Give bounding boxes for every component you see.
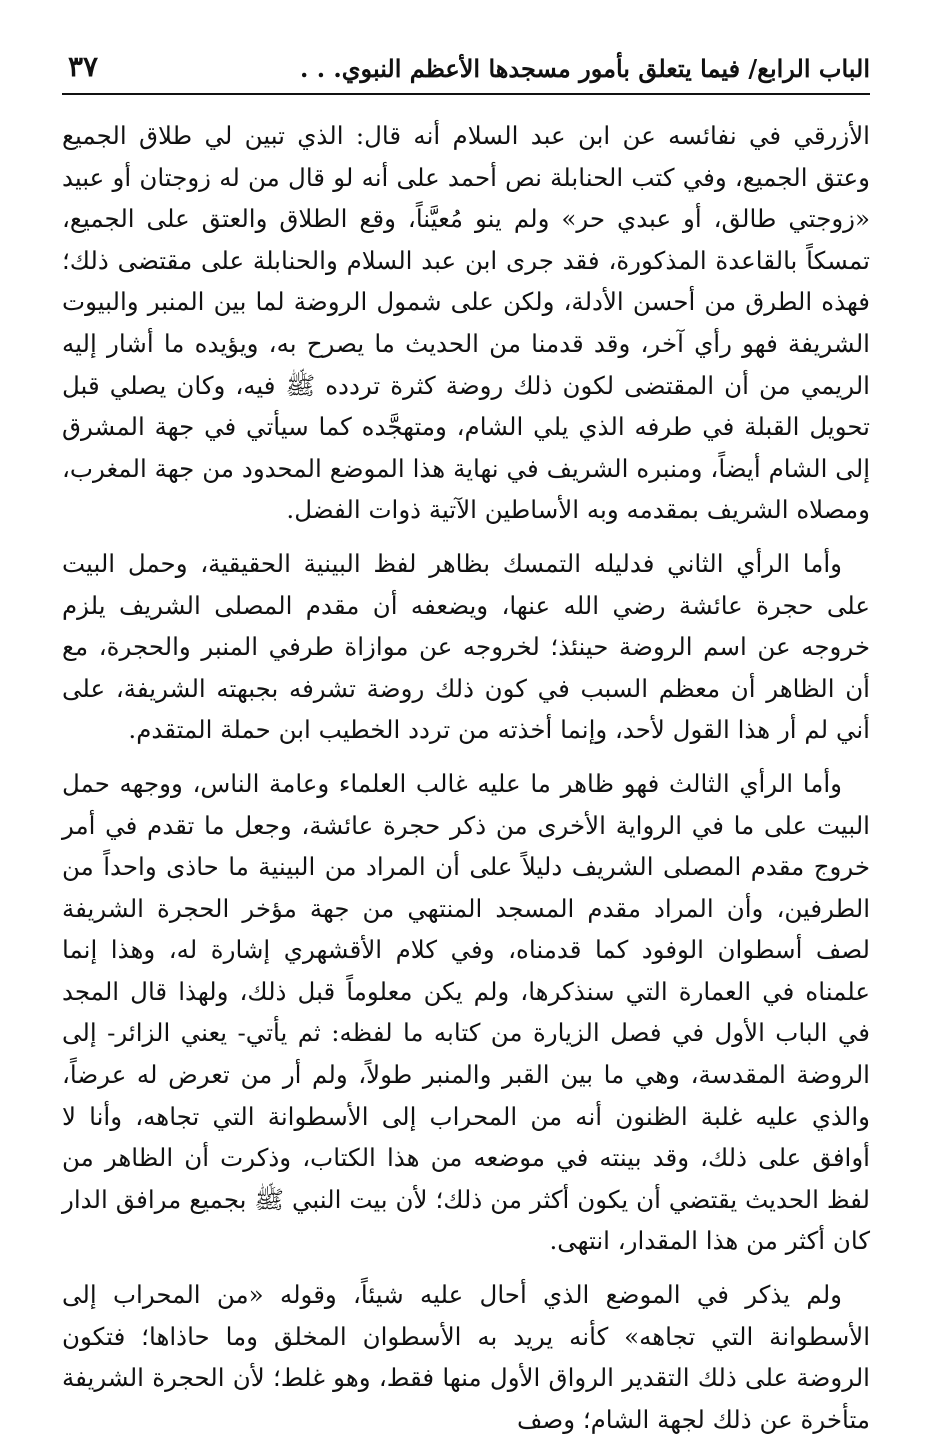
body-text	[62, 115, 870, 1452]
paragraph-2: وأما الرأي الثاني فدليله التمسك بظاهر لفظ البينية الحقيقية، وحمل البيت على حجرة عائشة رضي الله عنها، ويضعفه أن مقدم المصلى الشريف يلزم خروجه عن اسم الروضة حينئذ؛ لخروجه عن موازاة طرفي المنبر والحجرة، مع أن الظاهر أن معظم السبب في كون ذلك روضة تشرفه بجبهته الشريفة، على أني لم أر هذا القول لأحد، وإنما أخذته من تردد الخطيب ابن حملة المتقدم.	[62, 548, 870, 745]
page-header	[62, 40, 870, 90]
paragraph-4: ولم يذكر في الموضع الذي أحال عليه شيئاً، وقوله «من المحراب إلى الأسطوانة التي تجاهه» كأنه يريد به الأسطوان المخلق وما حاذاها؛ فتكون الروضة على ذلك التقدير الرواق الأول منها فقط، وهو غلط؛ لأن الحجرة الشريفة متأخرة عن ذلك لجهة الشام؛ وصف	[62, 1280, 870, 1434]
running-title: الباب الرابع/ فيما يتعلق بأمور مسجدها الأعظم النبوي. . .	[299, 54, 870, 83]
paragraph-3: وأما الرأي الثالث فهو ظاهر ما عليه غالب العلماء وعامة الناس، ووجهه حمل البيت على ما في الرواية الأخرى من ذكر حجرة عائشة، وجعل ما تقدم في أمر خروج مقدم المصلى الشريف دليلاً على أن المراد من البينية ما حاذى واحداً من الطرفين، وأن المراد مقدم المسجد المنتهي من جهة مؤخر الحجرة الشريفة لصف أسطوان الوفود كما قدمناه، وفي كلام الأقشهري إشارة له، وهذا إنما علمناه في العمارة التي سنذكرها، ولم يكن معلوماً قبل ذلك، ولهذا قال المجد في الباب الأول في فصل الزيارة من كتابه ما لفظه: ثم يأتي- يعني الزائر- إلى الروضة المقدسة، وهي ما بين القبر والمنبر طولاً، ولم أر من تعرض له عرضاً، والذي عليه غلبة الظنون أنه من المحراب إلى الأسطوانة التي تجاهه، وأنا لا أوافق على ذلك، وقد بينته في موضعه من هذا الكتاب، وذكرت أن الظاهر من لفظ الحديث يقتضي أن يكون أكثر من ذلك؛ لأن بيت النبي ﷺ بجميع مرافق الدار كان أكثر من هذا المقدار، انتهى.	[62, 768, 870, 1256]
header-divider	[62, 93, 870, 95]
paragraph-1: الأزرقي في نفائسه عن ابن عبد السلام أنه قال: الذي تبين لي طلاق الجميع وعتق الجميع، وفي كتب الحنابلة نص أحمد على أنه لو قال من له زوجتان أو عبيد «زوجتي طالق، أو عبدي حر» ولم ينو مُعيَّناً، وقع الطلاق والعتق على الجميع، تمسكاً بالقاعدة المذكورة، فقد جرى ابن عبد السلام والحنابلة على مقتضى ذلك؛ فهذه الطرق من أحسن الأدلة، ولكن على شمول الروضة لما بين المنبر والبيوت الشريفة فهو رأي آخر، وقد قدمنا من الحديث ما يصرح به، ويؤيده ما أشار إليه الريمي من أن المقتضى لكون ذلك روضة كثرة تردده ﷺ فيه، وكان يصلي قبل تحويل القبلة في طرفه الذي يلي الشام، ومتهجَّده كما سيأتي في جهة المشرق إلى الشام أيضاً، ومنبره الشريف في نهاية هذا الموضع المحدود من جهة المغرب، ومصلاه الشريف بمقدمه وبه الأساطين الآتية ذوات الفضل.	[62, 121, 870, 525]
page-number: ٣٧	[68, 50, 99, 83]
